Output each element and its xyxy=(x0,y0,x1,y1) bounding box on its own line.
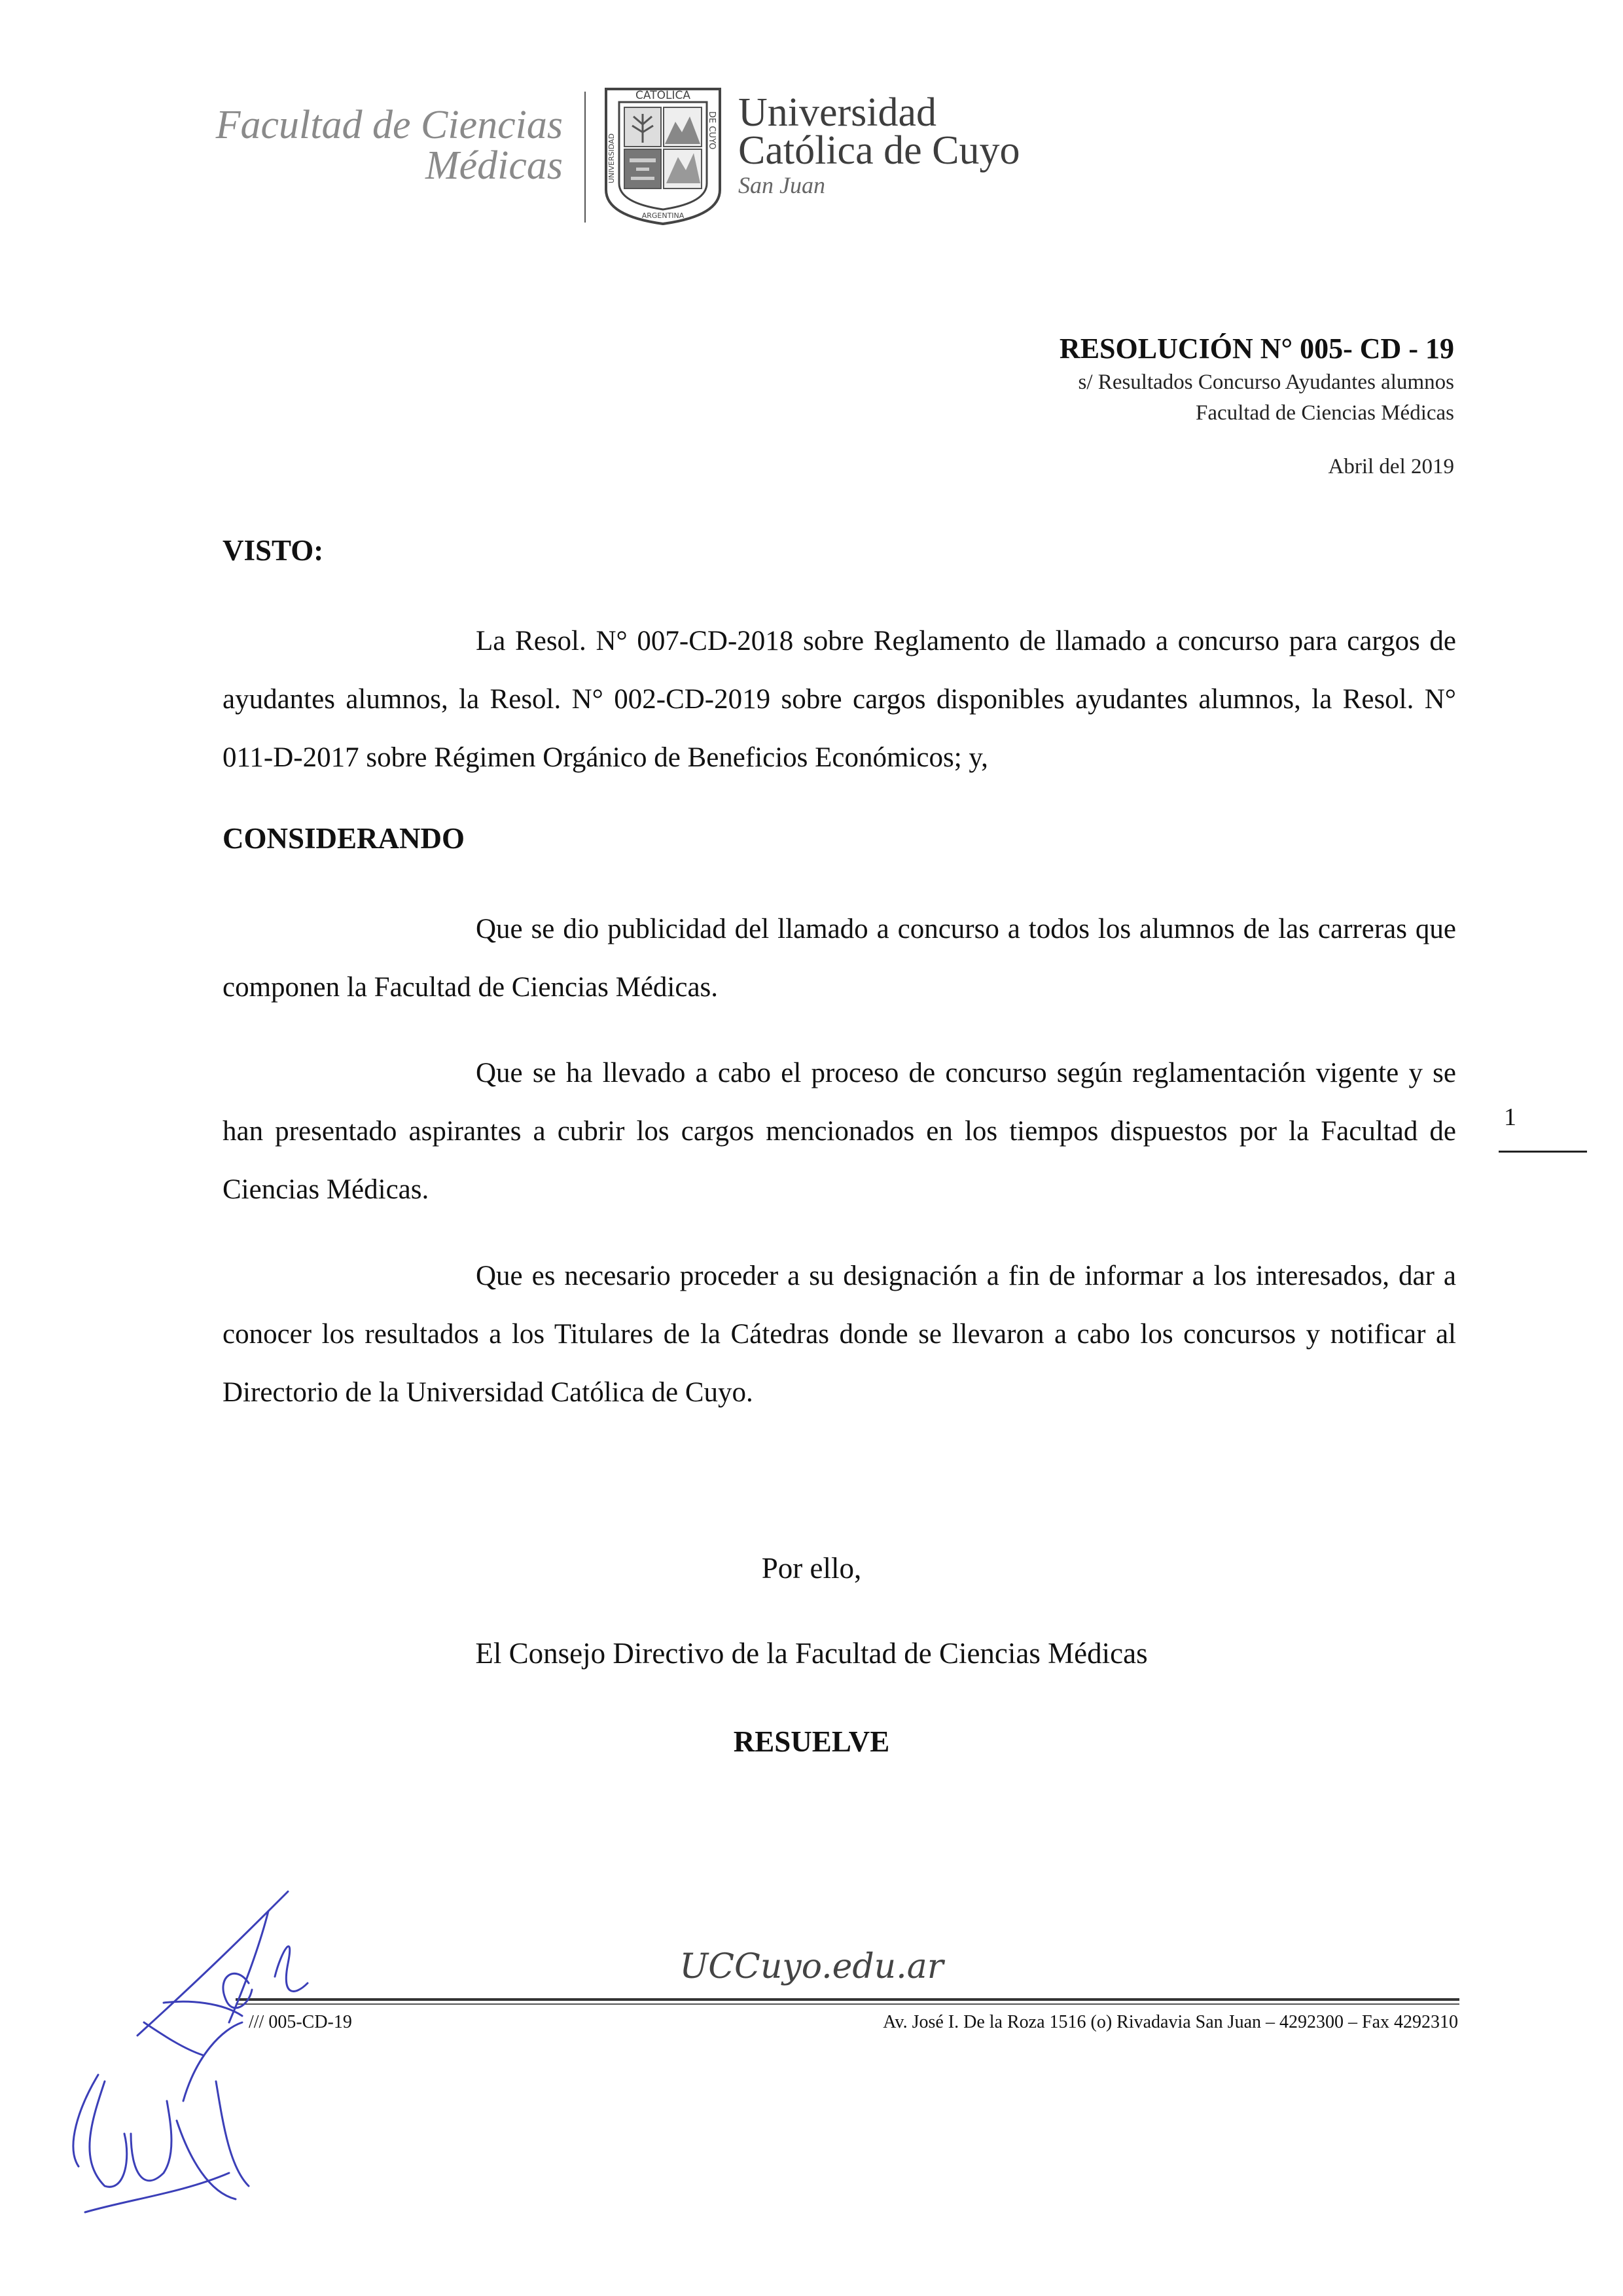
resolution-subject-line1: s/ Resultados Concurso Ayudantes alumnos xyxy=(1078,370,1454,394)
crest-text-bottom: ARGENTINA xyxy=(641,211,685,220)
footer-address: Av. José I. De la Roza 1516 (o) Rivadavia San Juan – 4292300 – Fax 4292310 xyxy=(883,2012,1458,2032)
page-number: 1 xyxy=(1504,1103,1516,1131)
website-link[interactable]: UCCuyo.edu.ar xyxy=(679,1947,944,1986)
faculty-name-line1: Facultad de Ciencias xyxy=(215,103,563,147)
page-number-rule xyxy=(1499,1151,1587,1153)
considerando-paragraph-2: Que se ha llevado a cabo el proceso de concurso según reglamentación vigente y se han presentado aspirantes a cubrir los cargos mencionados en los tiempos dispuestos por la Facultad de Ciencias Médicas. xyxy=(223,1058,1456,1205)
university-name-line1: Universidad xyxy=(738,90,937,135)
por-ello-text: Por ello, xyxy=(761,1552,862,1585)
visto-heading: VISTO: xyxy=(223,534,324,567)
consejo-directivo-text: El Consejo Directivo de la Facultad de Ciencias Médicas xyxy=(475,1637,1148,1670)
considerando-paragraph-3: Que es necesario proceder a su designación a fin de informar a los interesados, dar a conocer los resultados a los Titulares de la Cátedras donde se llevaron a cabo los concursos y notificar al Directorio de la Universidad Católica de Cuyo. xyxy=(223,1261,1456,1408)
resolution-date: Abril del 2019 xyxy=(1328,455,1454,478)
university-name-line2: Católica de Cuyo xyxy=(738,128,1020,173)
crest-text-top: CATOLICA xyxy=(635,89,690,102)
crest-text-left: UNIVERSIDAD xyxy=(607,133,616,183)
handwritten-signature xyxy=(52,1885,327,2251)
faculty-name-line2: Médicas xyxy=(425,143,563,188)
visto-paragraph: La Resol. N° 007-CD-2018 sobre Reglamento de llamado a concurso para cargos de ayudantes alumnos, la Resol. N° 002-CD-2019 sobre cargos disponibles ayudantes alumnos, la Resol. N° 011-D-2017 sobre Régimen Orgánico de Beneficios Económicos; y, xyxy=(223,626,1456,773)
footer-rule-thin xyxy=(236,2003,1459,2005)
resolution-title: RESOLUCIÓN N° 005- CD - 19 xyxy=(1059,332,1454,365)
university-name xyxy=(738,90,1020,173)
resolution-header xyxy=(1060,331,1454,429)
crest-text-right: DE CUYO xyxy=(707,111,717,150)
university-crest-icon xyxy=(601,85,725,226)
footer-reference: /// 005-CD-19 xyxy=(249,2012,352,2032)
considerando-heading: CONSIDERANDO xyxy=(223,822,465,855)
header-divider xyxy=(584,92,586,223)
university-city: San Juan xyxy=(738,172,825,198)
resolution-subject-line2: Facultad de Ciencias Médicas xyxy=(1196,401,1454,425)
faculty-name xyxy=(196,105,563,186)
resuelve-heading: RESUELVE xyxy=(733,1725,890,1758)
considerando-paragraph-1: Que se dio publicidad del llamado a concurso a todos los alumnos de las carreras que componen la Facultad de Ciencias Médicas. xyxy=(223,914,1456,1003)
footer-rule xyxy=(236,1998,1459,2001)
